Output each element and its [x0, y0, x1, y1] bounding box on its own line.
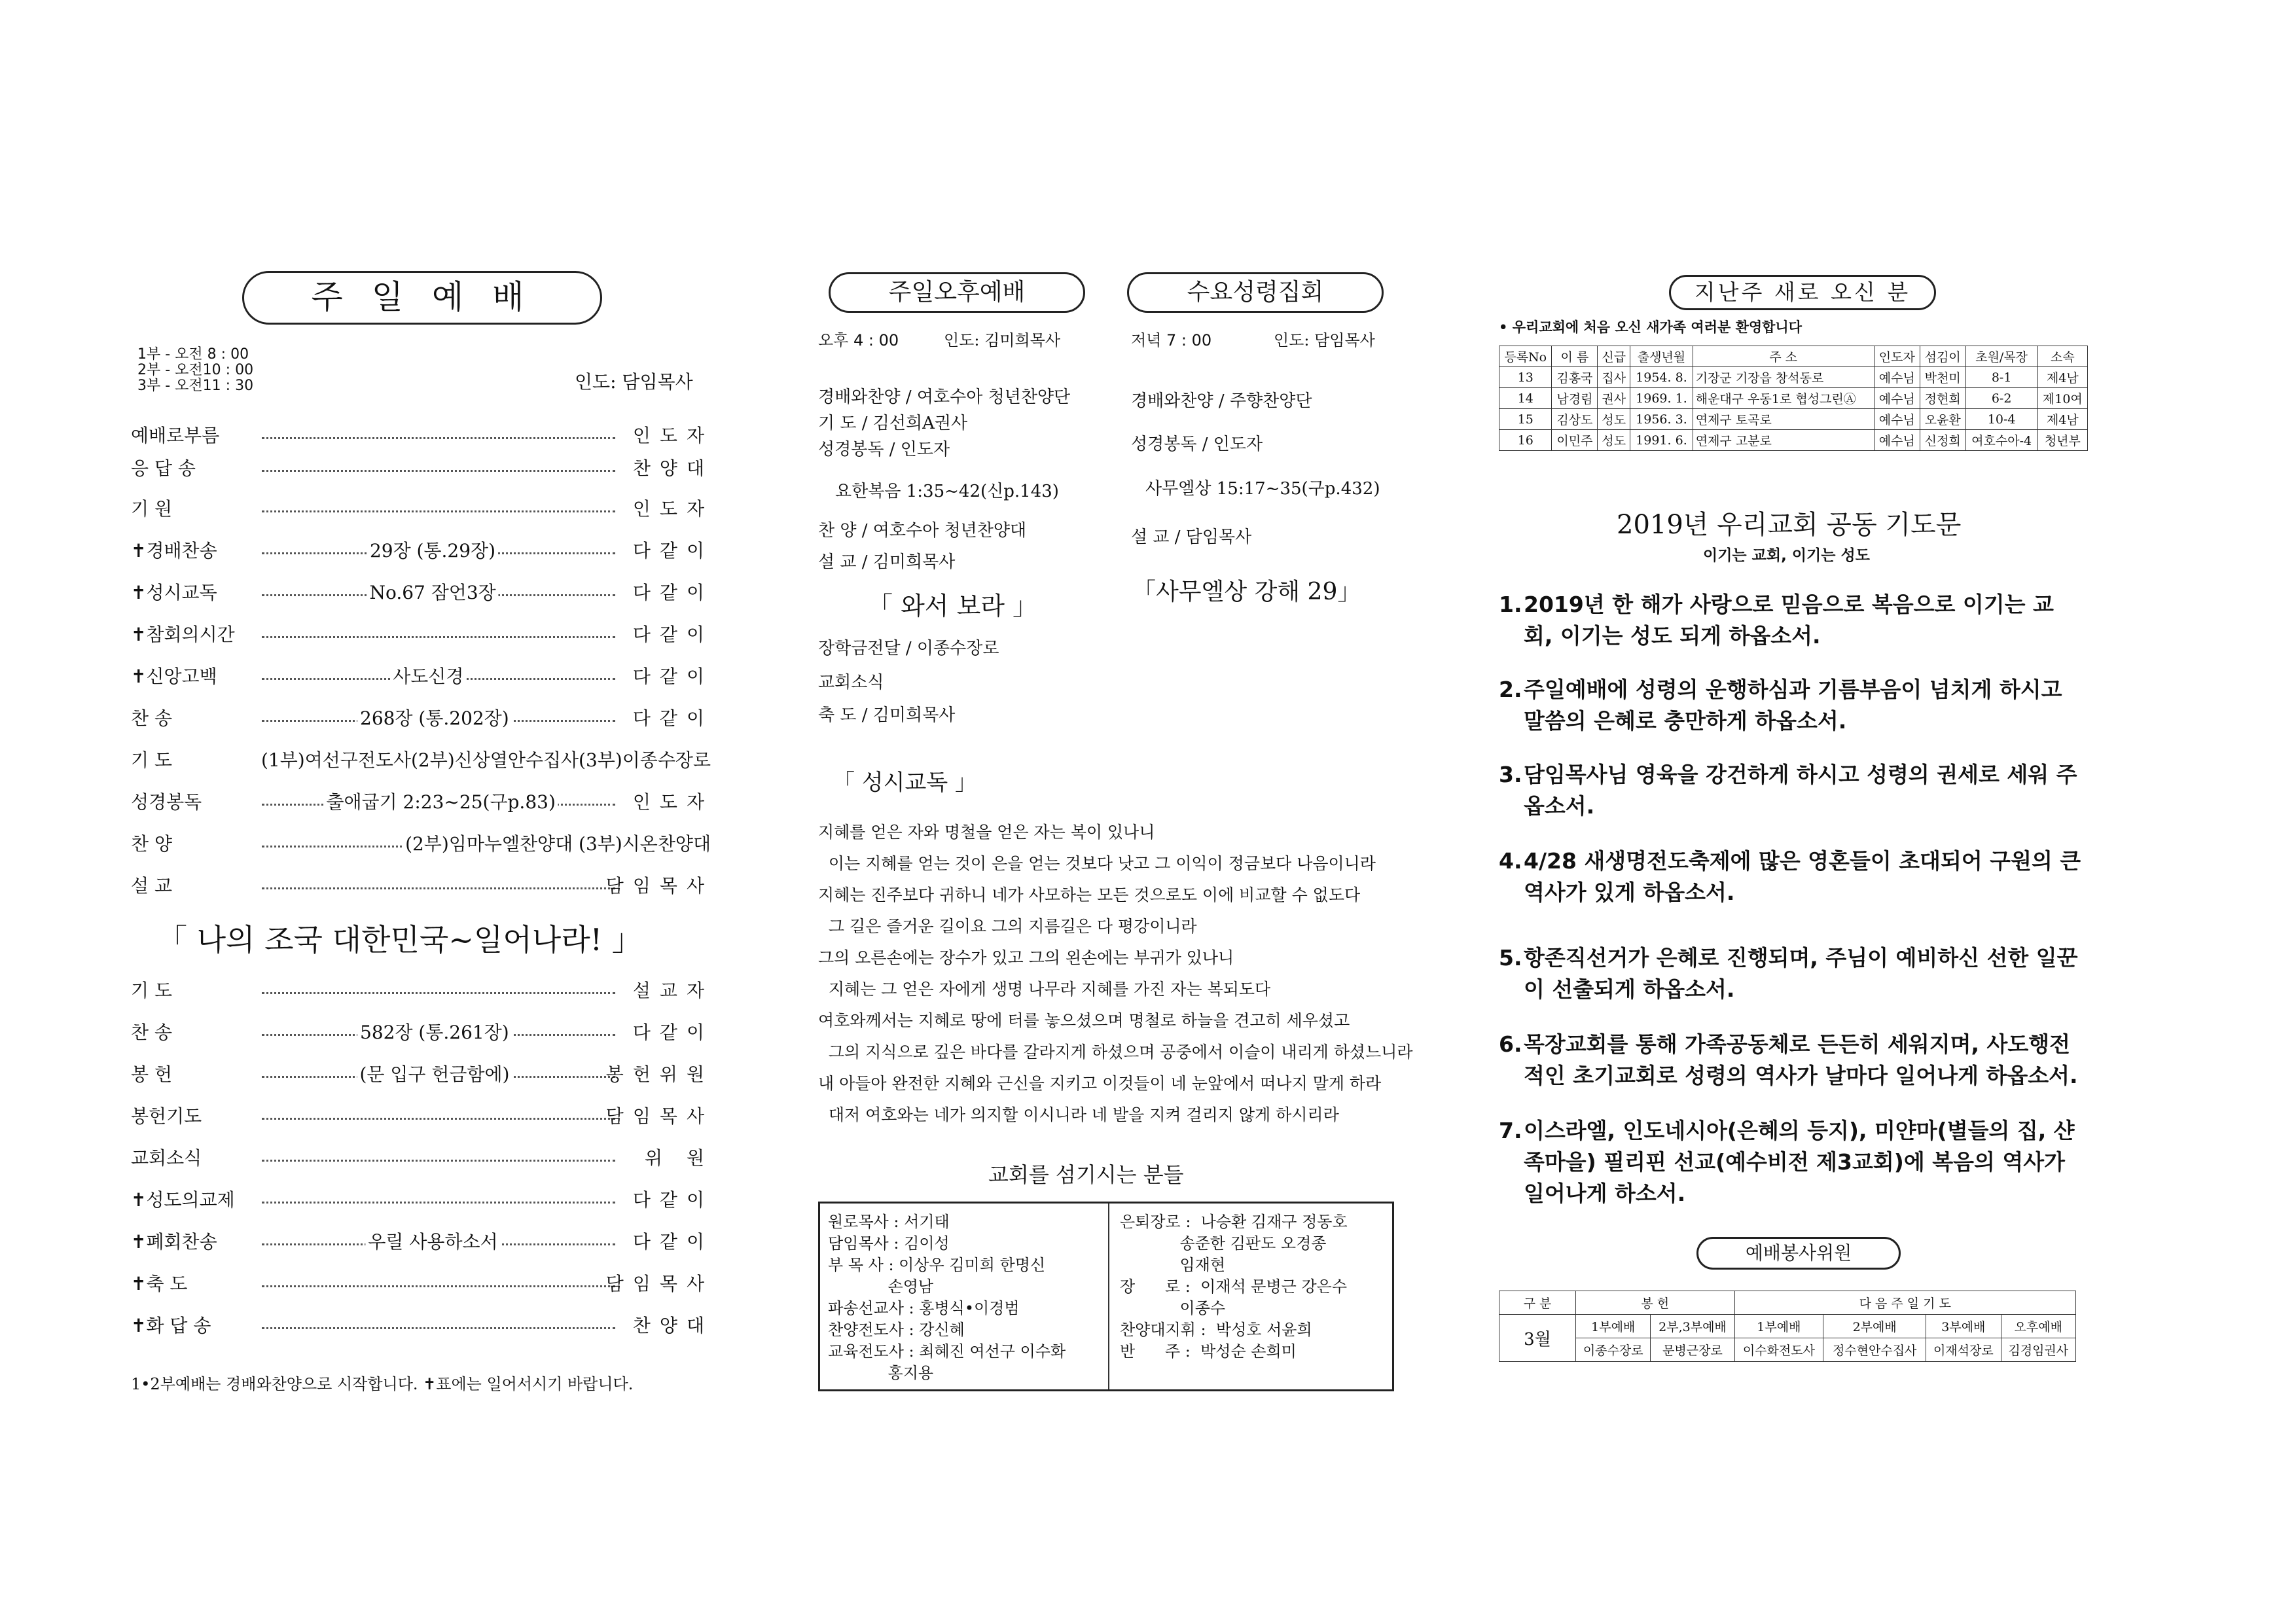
worship-item: [131, 1060, 713, 1089]
worship-item: [131, 830, 713, 859]
table-cell: 이민주: [1552, 430, 1598, 451]
worship-item-label: 기 도: [131, 749, 172, 771]
service-val-2: 문병근장로: [1651, 1338, 1734, 1362]
table-cell: 성도: [1598, 430, 1630, 451]
prayer-text: 2019년 한 해가 사랑으로 믿음으로 복음으로 이기는 교회, 이기는 성도 되게 하옵소서.: [1524, 592, 2054, 649]
prayer-title: 2019년 우리교회 공동 기도문: [1617, 510, 1962, 540]
service-sub-4: 2부예배: [1823, 1315, 1926, 1338]
prayer-item: [1499, 1029, 2081, 1092]
afternoon-line-3: 성경봉독 / 인도자: [818, 440, 950, 459]
worship-item: [131, 976, 713, 1005]
table-cell: 1954. 8.: [1630, 367, 1693, 388]
afternoon-line-7: 장학금전달 / 이종수장로: [818, 639, 999, 658]
table-cell: 청년부: [2037, 430, 2087, 451]
afternoon-line-4: 요한복음 1:35~42(신p.143): [835, 482, 1059, 501]
worship-item-label: 예배로부름: [131, 425, 220, 446]
wednesday-leader: 인도: 담임목사: [1274, 331, 1375, 349]
worship-item: [131, 1102, 713, 1131]
worship-item: [131, 1186, 713, 1215]
reading-line: 그 길은 즐거운 길이요 그의 지름길은 다 평강이니라: [818, 917, 1197, 936]
prayer-number: 2.: [1499, 677, 1522, 702]
worship-item-label: ✝화 답 송: [131, 1315, 211, 1336]
right-column: [1499, 0, 2114, 1440]
worship-item-leader: 인도자: [632, 498, 713, 520]
table-cell: 연제구 고분로: [1693, 430, 1874, 451]
worship-item-label: ✝축 도: [131, 1273, 188, 1294]
worship-item: [131, 1311, 713, 1340]
dot-leader: [262, 1327, 615, 1329]
staff-line: 파송선교사 : 홍병식•이경범: [828, 1299, 1020, 1317]
service-sub-2: 2부,3부예배: [1651, 1315, 1734, 1338]
staff-line: 은퇴장로 : 나승환 김재구 정동호: [1120, 1213, 1348, 1231]
newcomers-title: 지난주 새로 오신 분: [1669, 275, 1936, 310]
worship-item-leader: 인도자: [632, 791, 713, 813]
sunday-footnote: 1•2부예배는 경배와찬양으로 시작합니다. ✝표에는 일어서시기 바랍니다.: [131, 1375, 634, 1393]
worship-item-label: 찬 송: [131, 707, 172, 729]
table-row: [1499, 367, 2088, 388]
dot-leader: [262, 1118, 615, 1120]
prayer-number: 6.: [1499, 1031, 1522, 1057]
service-val-1: 이종수장로: [1576, 1338, 1651, 1362]
table-row: [1499, 430, 2088, 451]
service-val-6: 김경임권사: [2001, 1338, 2075, 1362]
worship-item-label: ✝폐회찬송: [131, 1231, 217, 1253]
col-carer: 섬김이: [1920, 346, 1965, 367]
worship-item-detail: 사도신경: [390, 662, 466, 688]
worship-item: [131, 662, 713, 691]
worship-item: [131, 1270, 713, 1298]
staff-line: 이종수: [1120, 1299, 1226, 1317]
prayer-item: [1499, 942, 2081, 1005]
table-cell: 예수님: [1874, 430, 1920, 451]
prayer-number: 3.: [1499, 762, 1522, 787]
table-cell: 14: [1499, 388, 1552, 409]
worship-item-detail: 출애굽기 2:23~25(구p.83): [323, 788, 558, 814]
prayer-item: [1499, 1115, 2081, 1209]
col-guide: 인도자: [1874, 346, 1920, 367]
col-name: 이 름: [1552, 346, 1598, 367]
prayer-text: 주일예배에 성령의 운행하심과 기름부음이 넘치게 하시고 말씀의 은혜로 충만하게 하옵소서.: [1524, 677, 2062, 734]
wednesday-line-4: 설 교 / 담임목사: [1131, 527, 1252, 547]
table-cell: 신정희: [1920, 430, 1965, 451]
staff-line: 송준한 김판도 오경종: [1120, 1234, 1327, 1253]
worship-item-detail: 582장 (통.261장): [357, 1018, 512, 1044]
col-belong: 소속: [2037, 346, 2087, 367]
afternoon-leader: 인도: 김미희목사: [944, 331, 1061, 349]
table-cell: 김상도: [1552, 409, 1598, 430]
worship-item: [131, 1144, 713, 1173]
service-val-3: 이수화전도사: [1734, 1338, 1823, 1362]
prayer-text: 4/28 새생명전도축제에 많은 영혼들이 초대되어 구원의 큰 역사가 있게 하옵소서.: [1524, 848, 2081, 905]
table-cell: 성도: [1598, 409, 1630, 430]
reading-line: 내 아들아 완전한 지혜와 근신을 지키고 이것들이 네 눈앞에서 떠나지 말게 하라: [818, 1074, 1382, 1093]
worship-item-label: 기 원: [131, 498, 172, 520]
worship-item-leader: 다같이: [632, 1231, 713, 1253]
service-month: 3월: [1499, 1315, 1576, 1362]
worship-item-leader: 다같이: [632, 666, 713, 687]
table-cell: 예수님: [1874, 388, 1920, 409]
col-address: 주 소: [1693, 346, 1874, 367]
table-row: [1499, 409, 2088, 430]
worship-item-leader: 담임목사: [605, 1273, 713, 1294]
prayer-text: 이스라엘, 인도네시아(은혜의 등지), 미얀마(별들의 집, 샨족마을) 필리핀 선교(예수비전 제3교회)에 복음의 역사가 일어나게 하소서.: [1524, 1118, 2075, 1206]
newcomers-table: [1499, 346, 2088, 451]
wednesday-title: 수요성령집회: [1127, 272, 1384, 313]
staff-box: [818, 1202, 1394, 1391]
reading-line: 여호와께서는 지혜로 땅에 터를 놓으셨으며 명철로 하늘을 견고히 세우셨고: [818, 1011, 1350, 1030]
staff-line: 손영남: [828, 1277, 934, 1296]
afternoon-time: 오후 4 : 00: [818, 331, 899, 349]
worship-item-label: 찬 양: [131, 833, 172, 855]
service-val-5: 이재석장로: [1926, 1338, 2001, 1362]
newcomers-note: • 우리교회에 처음 오신 새가족 여러분 환영합니다: [1499, 319, 1803, 335]
worship-item-leader: 다같이: [632, 707, 713, 729]
table-cell: 1991. 6.: [1630, 430, 1693, 451]
sunday-section: [131, 0, 713, 1440]
worship-item-detail: (문 입구 헌금함에): [357, 1060, 512, 1086]
wednesday-line-3: 사무엘상 15:17~35(구p.432): [1145, 479, 1380, 499]
dot-leader: [262, 636, 615, 638]
service-sub-1: 1부예배: [1576, 1315, 1651, 1338]
prayer-item: [1499, 589, 2081, 652]
worship-item: [131, 537, 713, 565]
afternoon-line-9: 축 도 / 김미희목사: [818, 705, 956, 725]
dot-leader: [262, 1285, 615, 1287]
worship-item-label: ✝성시교독: [131, 582, 217, 603]
table-cell: 권사: [1598, 388, 1630, 409]
worship-item-detail: (1부)여선구전도사(2부)신상열안수집사(3부)이종수장로: [259, 746, 713, 772]
reading-title: 「 성시교독 」: [833, 770, 977, 796]
worship-item-label: ✝신앙고백: [131, 666, 217, 687]
worship-item-label: 교회소식: [131, 1147, 202, 1169]
worship-item-leader: 찬양대: [632, 457, 713, 479]
worship-item-label: 응 답 송: [131, 457, 196, 479]
reading-line: 이는 지혜를 얻는 것이 은을 얻는 것보다 낫고 그 이익이 정금보다 나음이니라: [818, 854, 1376, 873]
prayer-number: 7.: [1499, 1118, 1522, 1143]
time-3: 3부 - 오전11 : 30: [137, 378, 254, 394]
reading-line: 지혜를 얻은 자와 명철을 얻은 자는 복이 있나니: [818, 823, 1155, 842]
worship-item-label: 봉 헌: [131, 1063, 172, 1085]
service-header-row: [1499, 1291, 2076, 1315]
worship-item-leader: 다같이: [632, 1189, 713, 1211]
table-cell: 예수님: [1874, 367, 1920, 388]
table-cell: 제4남: [2037, 367, 2087, 388]
staff-line: 교육전도사 : 최혜진 여선구 이수화: [828, 1342, 1066, 1361]
table-row: [1499, 388, 2088, 409]
service-h-offering: 봉 헌: [1576, 1291, 1735, 1315]
worship-item: [131, 1228, 713, 1257]
table-cell: 제10여: [2037, 388, 2087, 409]
worship-item: [131, 704, 713, 733]
table-cell: 김홍국: [1552, 367, 1598, 388]
worship-item-label: 찬 송: [131, 1022, 172, 1043]
table-cell: 16: [1499, 430, 1552, 451]
reading-line: 지혜는 진주보다 귀하니 네가 사모하는 모든 것으로도 이에 비교할 수 없도다: [818, 885, 1361, 904]
prayer-number: 4.: [1499, 848, 1522, 874]
service-h-next: 다 음 주 일 기 도: [1734, 1291, 2075, 1315]
worship-item-label: ✝경배찬송: [131, 540, 217, 562]
prayer-item: [1499, 674, 2081, 737]
table-header-row: [1499, 346, 2088, 367]
reading-line: 대저 여호와는 네가 의지할 이시니라 네 발을 지켜 걸리지 않게 하시리라: [818, 1105, 1339, 1124]
service-val-row: [1499, 1338, 2076, 1362]
afternoon-line-2: 기 도 / 김선희A권사: [818, 414, 968, 433]
staff-divider: [1108, 1204, 1109, 1389]
afternoon-sermon-title: 「 와서 보라 」: [868, 592, 1038, 620]
service-sub-row: [1499, 1315, 2076, 1338]
worship-item-leader: 다같이: [632, 1022, 713, 1043]
table-cell: 기장군 기장읍 창석동로: [1693, 367, 1874, 388]
table-cell: 오윤환: [1920, 409, 1965, 430]
worship-item: [131, 495, 713, 524]
dot-leader: [262, 510, 615, 512]
table-cell: 여호수아-4: [1965, 430, 2037, 451]
service-sub-3: 1부예배: [1734, 1315, 1823, 1338]
table-cell: 8-1: [1965, 367, 2037, 388]
table-cell: 13: [1499, 367, 1552, 388]
worship-item-label: 설 교: [131, 875, 172, 897]
worship-item-detail: 우릴 사용하소서: [365, 1228, 500, 1254]
worship-item-detail: No.67 잠언3장: [367, 579, 498, 605]
reading-line: 지혜는 그 얻은 자에게 생명 나무라 지혜를 가진 자는 복되도다: [818, 980, 1271, 999]
col-rank: 신급: [1598, 346, 1630, 367]
worship-item-leader: 찬양대: [632, 1315, 713, 1336]
sunday-leader: 인도: 담임목사: [575, 371, 693, 393]
table-cell: 남경림: [1552, 388, 1598, 409]
prayer-text: 목장교회를 통해 가족공동체로 든든히 세워지며, 사도행전적인 초기교회로 성령의 역사가 날마다 일어나게 하옵소서.: [1524, 1031, 2078, 1088]
table-cell: 제4남: [2037, 409, 2087, 430]
table-cell: 6-2: [1965, 388, 2037, 409]
afternoon-title: 주일오후예배: [829, 272, 1085, 313]
time-1: 1부 - 오전 8 : 00: [137, 346, 249, 363]
col-birth: 출생년월: [1630, 346, 1693, 367]
worship-item-leader: 다같이: [632, 540, 713, 562]
worship-item-detail: 29장 (통.29장): [367, 537, 498, 563]
worship-item: [131, 1018, 713, 1047]
worship-item: [131, 746, 713, 775]
dot-leader: [262, 470, 615, 472]
worship-item-detail: 268장 (통.202장): [357, 704, 512, 730]
middle-column: [818, 0, 1413, 1440]
staff-line: 찬양전도사 : 강신혜: [828, 1321, 965, 1339]
dot-leader: [262, 1160, 615, 1162]
staff-line: 홍지용: [828, 1364, 934, 1382]
sunday-sermon-title: 「 나의 조국 대한민국~일어나라! 」: [157, 922, 642, 957]
worship-item: [131, 454, 713, 483]
afternoon-line-1: 경배와찬양 / 여호수아 청년찬양단: [818, 387, 1071, 407]
afternoon-line-6: 설 교 / 김미희목사: [818, 552, 956, 572]
afternoon-line-5: 찬 양 / 여호수아 청년찬양대: [818, 521, 1027, 541]
worship-item-leader: 담임목사: [605, 875, 713, 897]
dot-leader: [262, 1202, 615, 1204]
table-cell: 1969. 1.: [1630, 388, 1693, 409]
service-table: [1499, 1291, 2076, 1362]
service-val-4: 정수현안수집사: [1823, 1338, 1926, 1362]
prayer-text: 항존직선거가 은혜로 진행되며, 주님이 예비하신 선한 일꾼이 선출되게 하옵소서.: [1524, 945, 2078, 1002]
table-cell: 연제구 토곡로: [1693, 409, 1874, 430]
sunday-title: 주 일 예 배: [242, 271, 602, 325]
staff-line: 담임목사 : 김이성: [828, 1234, 950, 1253]
worship-item-detail: (2부)임마누엘찬양대 (3부)시온찬양대: [403, 830, 713, 856]
prayer-number: 5.: [1499, 945, 1522, 971]
wednesday-sermon-title: 「사무엘상 강해 29」: [1132, 579, 1361, 605]
staff-line: 부 목 사 : 이상우 김미희 한명신: [828, 1256, 1046, 1274]
afternoon-line-8: 교회소식: [818, 673, 884, 692]
worship-item-leader: 다같이: [632, 624, 713, 645]
dot-leader: [262, 887, 615, 889]
worship-item: [131, 579, 713, 607]
staff-title: 교회를 섬기시는 분들: [988, 1162, 1184, 1187]
prayer-item: [1499, 846, 2081, 908]
worship-item-leader: 담임목사: [605, 1105, 713, 1127]
table-cell: 예수님: [1874, 409, 1920, 430]
worship-item-label: 기 도: [131, 980, 172, 1001]
worship-item-label: ✝참회의시간: [131, 624, 235, 645]
wednesday-time: 저녁 7 : 00: [1131, 331, 1212, 349]
wednesday-line-1: 경배와찬양 / 주향찬양단: [1131, 391, 1312, 411]
worship-item: [131, 788, 713, 817]
table-cell: 해운대구 우동1로 협성그린Ⓐ: [1693, 388, 1874, 409]
col-group: 초원/목장: [1965, 346, 2037, 367]
prayer-item: [1499, 759, 2081, 822]
prayer-subtitle: 이기는 교회, 이기는 성도: [1703, 547, 1870, 564]
service-h-gubun: 구 분: [1499, 1291, 1576, 1315]
reading-line: 그의 지식으로 깊은 바다를 갈라지게 하셨으며 공중에서 이슬이 내리게 하셨느니라: [818, 1043, 1413, 1061]
prayer-number: 1.: [1499, 592, 1522, 617]
worship-item-leader: 위 원: [645, 1147, 713, 1169]
table-cell: 15: [1499, 409, 1552, 430]
worship-item-label: 성경봉독: [131, 791, 202, 813]
table-cell: 정현희: [1920, 388, 1965, 409]
staff-line: 장 로 : 이재석 문병근 강은수: [1120, 1277, 1348, 1296]
staff-line: 원로목사 : 서기태: [828, 1213, 950, 1231]
prayer-text: 담임목사님 영육을 강건하게 하시고 성령의 권세로 세워 주옵소서.: [1524, 762, 2077, 819]
worship-item-leader: 인도자: [632, 425, 713, 446]
worship-item-leader: 설교자: [632, 980, 713, 1001]
table-cell: 1956. 3.: [1630, 409, 1693, 430]
service-sub-5: 3부예배: [1926, 1315, 2001, 1338]
time-2: 2부 - 오전10 : 00: [137, 362, 254, 378]
dot-leader: [262, 992, 615, 994]
worship-item: [131, 872, 713, 901]
service-times: [137, 347, 253, 394]
wednesday-line-2: 성경봉독 / 인도자: [1131, 435, 1263, 454]
reading-line: 그의 오른손에는 장수가 있고 그의 왼손에는 부귀가 있나니: [818, 948, 1234, 967]
dot-leader: [262, 437, 615, 439]
service-sub-6: 오후예배: [2001, 1315, 2075, 1338]
table-cell: 10-4: [1965, 409, 2037, 430]
worship-item-label: 봉헌기도: [131, 1105, 202, 1127]
worship-item-leader: 다같이: [632, 582, 713, 603]
worship-item-label: ✝성도의교제: [131, 1189, 235, 1211]
service-title: 예배봉사위원: [1696, 1237, 1901, 1270]
worship-item-leader: 봉헌위원: [605, 1063, 713, 1085]
table-cell: 박천미: [1920, 367, 1965, 388]
newcomers-body: [1499, 367, 2088, 451]
col-no: 등록No: [1499, 346, 1552, 367]
staff-line: 반 주 : 박성순 손희미: [1120, 1342, 1297, 1361]
worship-item: [131, 620, 713, 649]
staff-line: 찬양대지휘 : 박성호 서윤희: [1120, 1321, 1312, 1339]
staff-line: 임재현: [1120, 1256, 1226, 1274]
worship-item: [131, 421, 713, 450]
table-cell: 집사: [1598, 367, 1630, 388]
